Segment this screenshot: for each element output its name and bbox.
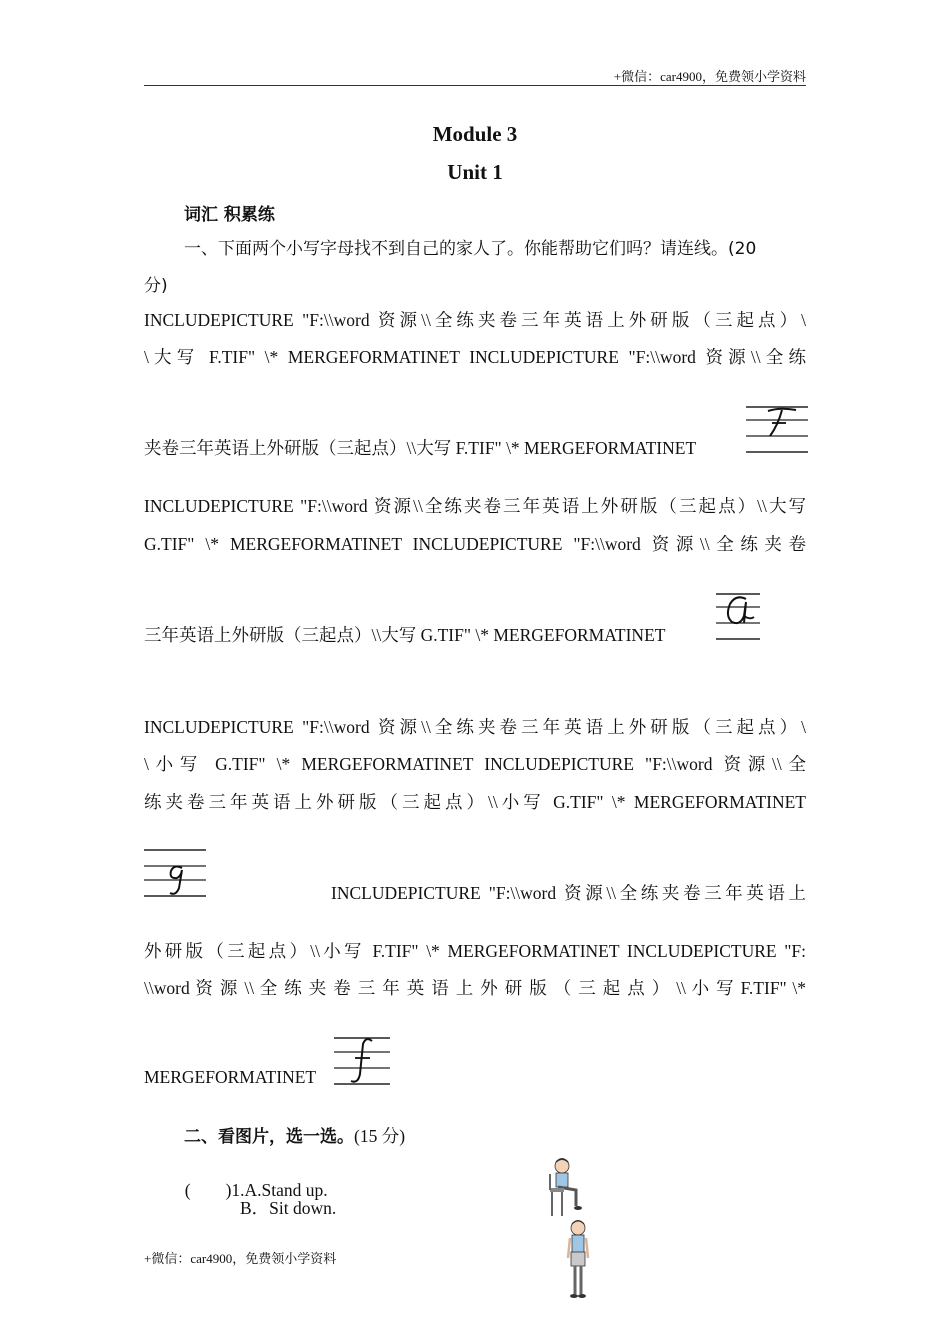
q1-line: 外研版（三起点）\\小写 F.TIF" \* MERGEFORMATINET INCLUDEPICTURE "F: bbox=[144, 941, 806, 961]
unit-title: Unit 1 bbox=[447, 160, 503, 184]
q1-line: INCLUDEPICTURE "F:\\word 资源\\全练夹卷三年英语上外研版（三起点）\\大写 bbox=[144, 496, 806, 516]
footer-note: +微信：car4900，免费领小学资料 bbox=[144, 1251, 337, 1266]
uppercase-g-card bbox=[716, 590, 760, 642]
option-a: A.Stand up. bbox=[244, 1180, 328, 1200]
q1-line: G.TIF" \* MERGEFORMATINET INCLUDEPICTURE "F:\\word 资源\\全练夹卷 bbox=[144, 534, 806, 554]
q1-line: 练夹卷三年英语上外研版（三起点）\\小写 G.TIF" \* MERGEFORMATINET bbox=[144, 792, 806, 812]
option-b: B．Sit down. bbox=[240, 1198, 337, 1218]
lowercase-g-card bbox=[144, 846, 206, 900]
lowercase-f-card bbox=[334, 1034, 390, 1088]
q1-line: \\word 资 源 \\ 全 练 夹 卷 三 年 英 语 上 外 研 版 （ 三 起 点 ） \\ 小 写 F.TIF" \* bbox=[144, 978, 806, 998]
uppercase-f-card bbox=[746, 403, 808, 455]
q2-heading bbox=[184, 1122, 405, 1148]
q1-line: INCLUDEPICTURE "F:\\word 资源\\全练夹卷三年英语上外研版（三起点）\ bbox=[144, 310, 806, 330]
lowercase-f-icon bbox=[334, 1034, 390, 1088]
uppercase-g-icon bbox=[716, 590, 760, 642]
standing-girl-icon bbox=[568, 1220, 588, 1298]
section-label: 词汇 积累练 bbox=[184, 205, 275, 225]
q1-line: 夹卷三年英语上外研版（三起点）\\大写 F.TIF" \* MERGEFORMATINET bbox=[144, 438, 697, 458]
q1-line: 三年英语上外研版（三起点）\\大写 G.TIF" \* MERGEFORMATINET bbox=[144, 625, 666, 645]
q1-instruction: 一、下面两个小写字母找不到自己的家人了。你能帮助它们吗？请连线。(20 bbox=[184, 239, 757, 259]
q1-line: INCLUDEPICTURE "F:\\word 资源\\全练夹卷三年英语上 bbox=[331, 883, 806, 903]
q2-points: (15 分) bbox=[354, 1126, 406, 1146]
header-note: +微信：car4900，免费领小学资料 bbox=[613, 69, 806, 84]
q1-line: \小写 G.TIF" \* MERGEFORMATINET INCLUDEPICTURE "F:\\word 资源\\全 bbox=[144, 754, 806, 774]
girl-figures-illustration bbox=[540, 1154, 604, 1304]
lowercase-g-icon bbox=[144, 846, 206, 900]
header-divider bbox=[144, 85, 806, 86]
sitting-girl-icon bbox=[550, 1158, 582, 1216]
module-title: Module 3 bbox=[432, 122, 518, 146]
answer-blank[interactable]: ( ) bbox=[184, 1180, 232, 1200]
q1-line: MERGEFORMATINET bbox=[144, 1067, 317, 1087]
uppercase-f-icon bbox=[746, 403, 808, 455]
q1-line: INCLUDEPICTURE "F:\\word 资源\\全练夹卷三年英语上外研版（三起点）\ bbox=[144, 717, 806, 737]
girl-figures-icon bbox=[540, 1154, 604, 1304]
q1-line: \大写 F.TIF" \* MERGEFORMATINET INCLUDEPICTURE "F:\\word 资源\\全练 bbox=[144, 347, 806, 367]
item-number: 1. bbox=[231, 1180, 245, 1200]
q1-instruction-cont: 分) bbox=[144, 276, 168, 296]
q2-instruction: 二、看图片，选一选。 bbox=[184, 1127, 354, 1147]
